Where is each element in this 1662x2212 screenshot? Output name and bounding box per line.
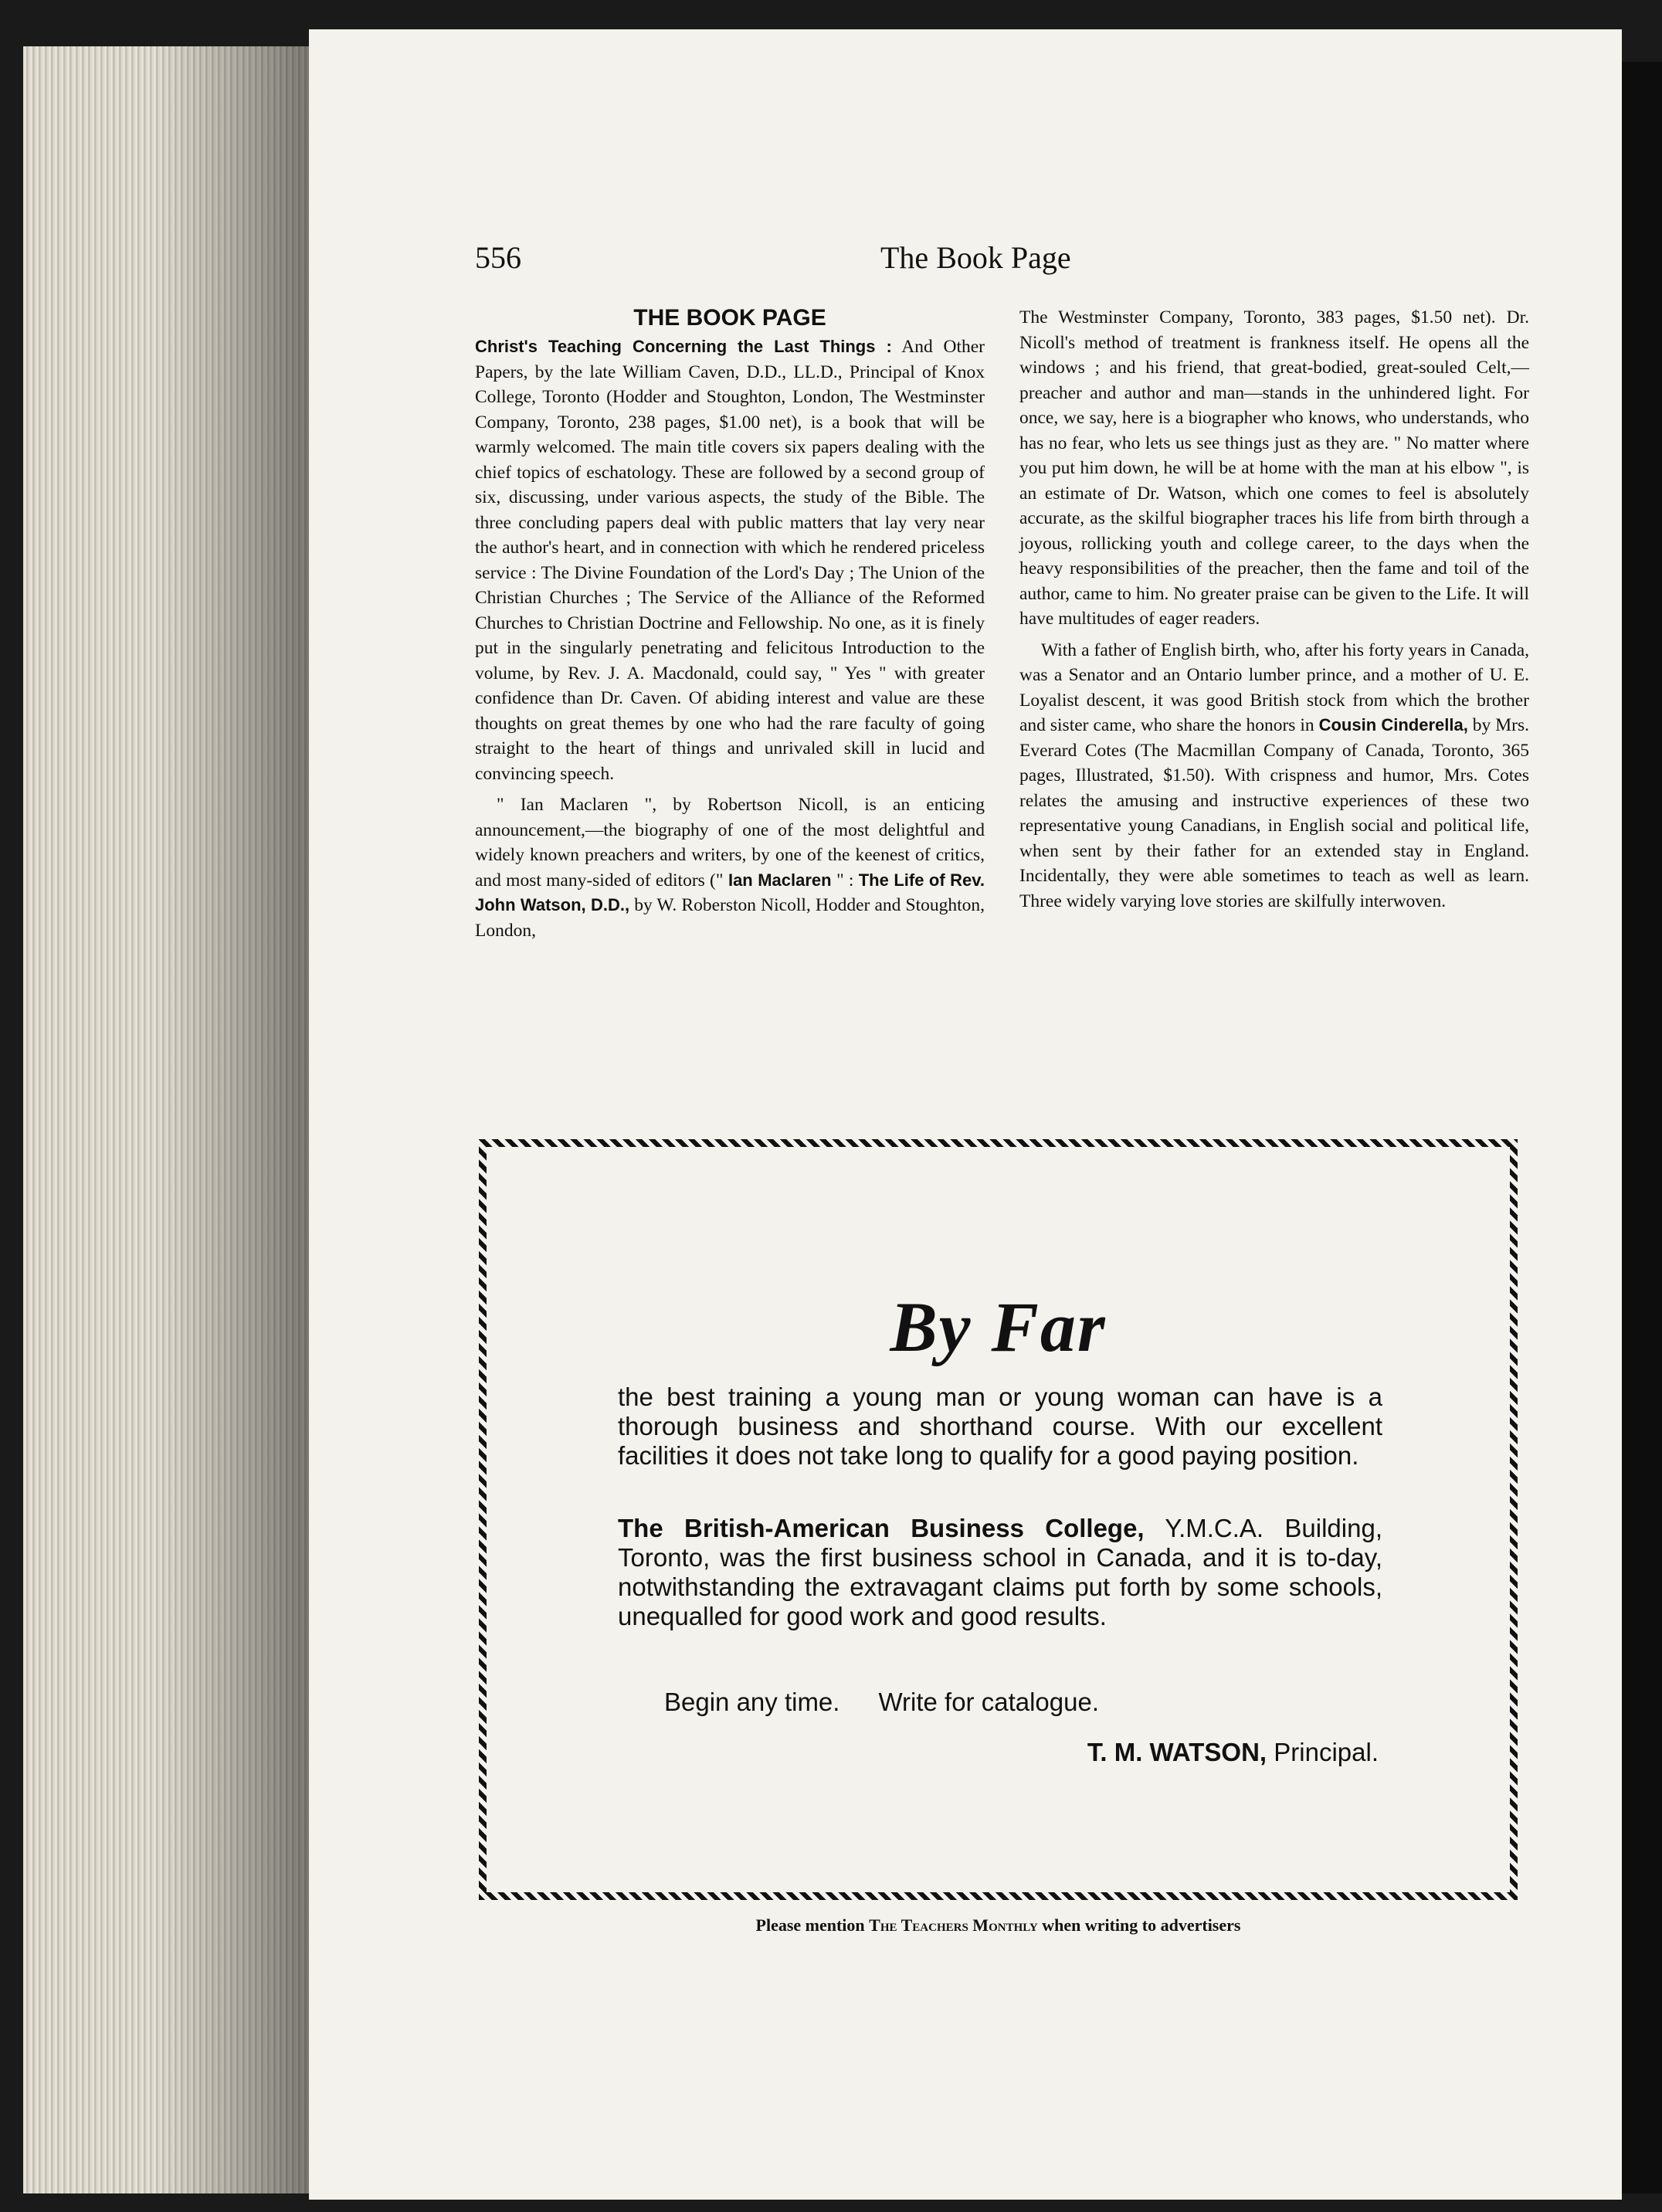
book-title-maclaren: Ian Maclaren [723,870,837,890]
page-number: 556 [475,240,521,275]
book-title-cinderella: Cousin Cinderella, [1318,715,1468,735]
footer-text-before: Please mention [755,1915,870,1935]
review-maclaren-intro [475,792,985,943]
review-caven-text: And Other Papers, by the late William Caven, D.D., LL.D., Principal of Knox College, Toronto (Hodder and Stoughton, London, The Westminster Company, Toronto, 238 pages, $1.00 net), is a book that will be warmly welcomed. The main title covers six papers dealing with the chief topics of eschatology. These are followed by a second group of six, discussing, under various aspects, the study of the Bible. The three concluding papers deal with public matters that lay very near the author's heart, and in connection with which he rendered priceless service : The Divine Foundation of the Lord's Day ; The Union of the Christian Churches ; The Service of the Alliance of the Reformed Churches to Christian Doctrine and Fellowship. No one, as it is finely put in the singularly penetrating and felicitous Introduction to the volume, by Rev. J. A. Macdonald, could say, " Yes " with greater confidence than Dr. Caven. Of abiding interest and value are these thoughts on great themes by one who had the rare faculty of going straight to the heart of things and unrivaled skill in lucid and convincing speech. [475,337,985,784]
scan-border [1622,62,1662,2193]
review-maclaren-text-a: " Ian Maclaren ", by Robertson Nicoll, is an enticing announcement,—the biography of one of the most delightful and widely known preachers and writers, by one of the keenest of critics, and most many-sided of editors (" [475,795,985,891]
publication-name: The Teachers Monthly [869,1915,1038,1935]
footer-note [479,1915,1518,1936]
section-heading: THE BOOK PAGE [633,305,826,331]
review-cotes-text-a: With a father of English birth, who, after his forty years in Canada, was a Senator and an Ontario lumber prince, and a mother of U. E. Loyalist descent, it was good British stock from which the brother and sister came, who share the honors in [1019,640,1529,735]
footer-text-after: when writing to advertisers [1037,1915,1241,1935]
page-header [475,239,1533,278]
running-title: The Book Page [880,240,1071,275]
spine-shadow [154,46,309,2193]
right-column [1019,305,1529,920]
review-cotes [1019,638,1529,914]
review-caven [475,334,985,786]
left-column [475,305,985,949]
ad-paragraph-1: the best training a young man or young woman can have is a thorough business and shorthand course. With our excellent facilities it does not take long to qualify for a good paying position. [618,1382,1382,1470]
ad-paragraph-2 [618,1514,1382,1631]
review-maclaren-cont: The Westminster Company, Toronto, 383 pages, $1.50 net). Dr. Nicoll's method of treatment is frankness itself. He opens all the windows ; and his friend, that great-bodied, great-souled Celt,—preacher and author and man—stands in the unhindered light. For once, we say, here is a biographer who knows, who understands, who has no fear, who lets us see things just as they are. " No matter where you put him down, he will be at home with the man at his elbow ", is an estimate of Dr. Watson, which one comes to feel is absolutely accurate, as the skilful biographer traces his life from birth through a joyous, rollicking youth and college career, to the days when the heavy responsibilities of the preacher, then the fame and toil of the author, came to him. No greater praise can be given to the Life. It will have multitudes of eager readers. [1019,307,1529,629]
ad-signature-title: Principal. [1267,1738,1379,1766]
ad-catalogue-text: Write for catalogue. [878,1688,1099,1716]
ad-begin-text: Begin any time. [664,1688,840,1716]
ad-signature-name: T. M. WATSON, [1087,1738,1267,1766]
ad-call-to-action [664,1688,1099,1717]
ad-college-name: The British-American Business College, [618,1514,1145,1542]
ad-paragraph-2-text: Y.M.C.A. Building, Toronto, was the first business school in Canada, and it is to-day, notwithstanding the extravagant claims put forth by some schools, unequalled for good work and good results. [618,1514,1382,1630]
book-title-watson: The Life of Rev. John Watson, D.D., [475,870,985,914]
book-title-caven: Christ's Teaching Concerning the Last Things : [475,337,892,356]
ad-signature [1087,1738,1379,1767]
review-maclaren-text-b: " : [836,870,859,891]
review-cotes-text-b: by Mrs. Everard Cotes (The Macmillan Company of Canada, Toronto, 365 pages, Illustrated, $1.50). With crispness and humor, Mrs. Cotes relates the amusing and instructive experiences of these two representative young Canadians, in English social and political life, when sent by their father for an extended stay in England. Incidentally, they were able sometimes to teach as well as learn. Three widely varying love stories are skilfully interwoven. [1019,715,1529,911]
review-maclaren-text-c: by W. Roberston Nicoll, Hodder and Stoughton, London, [475,895,985,941]
advertisement-box [479,1139,1518,1900]
ad-headline: By Far [890,1288,1107,1366]
